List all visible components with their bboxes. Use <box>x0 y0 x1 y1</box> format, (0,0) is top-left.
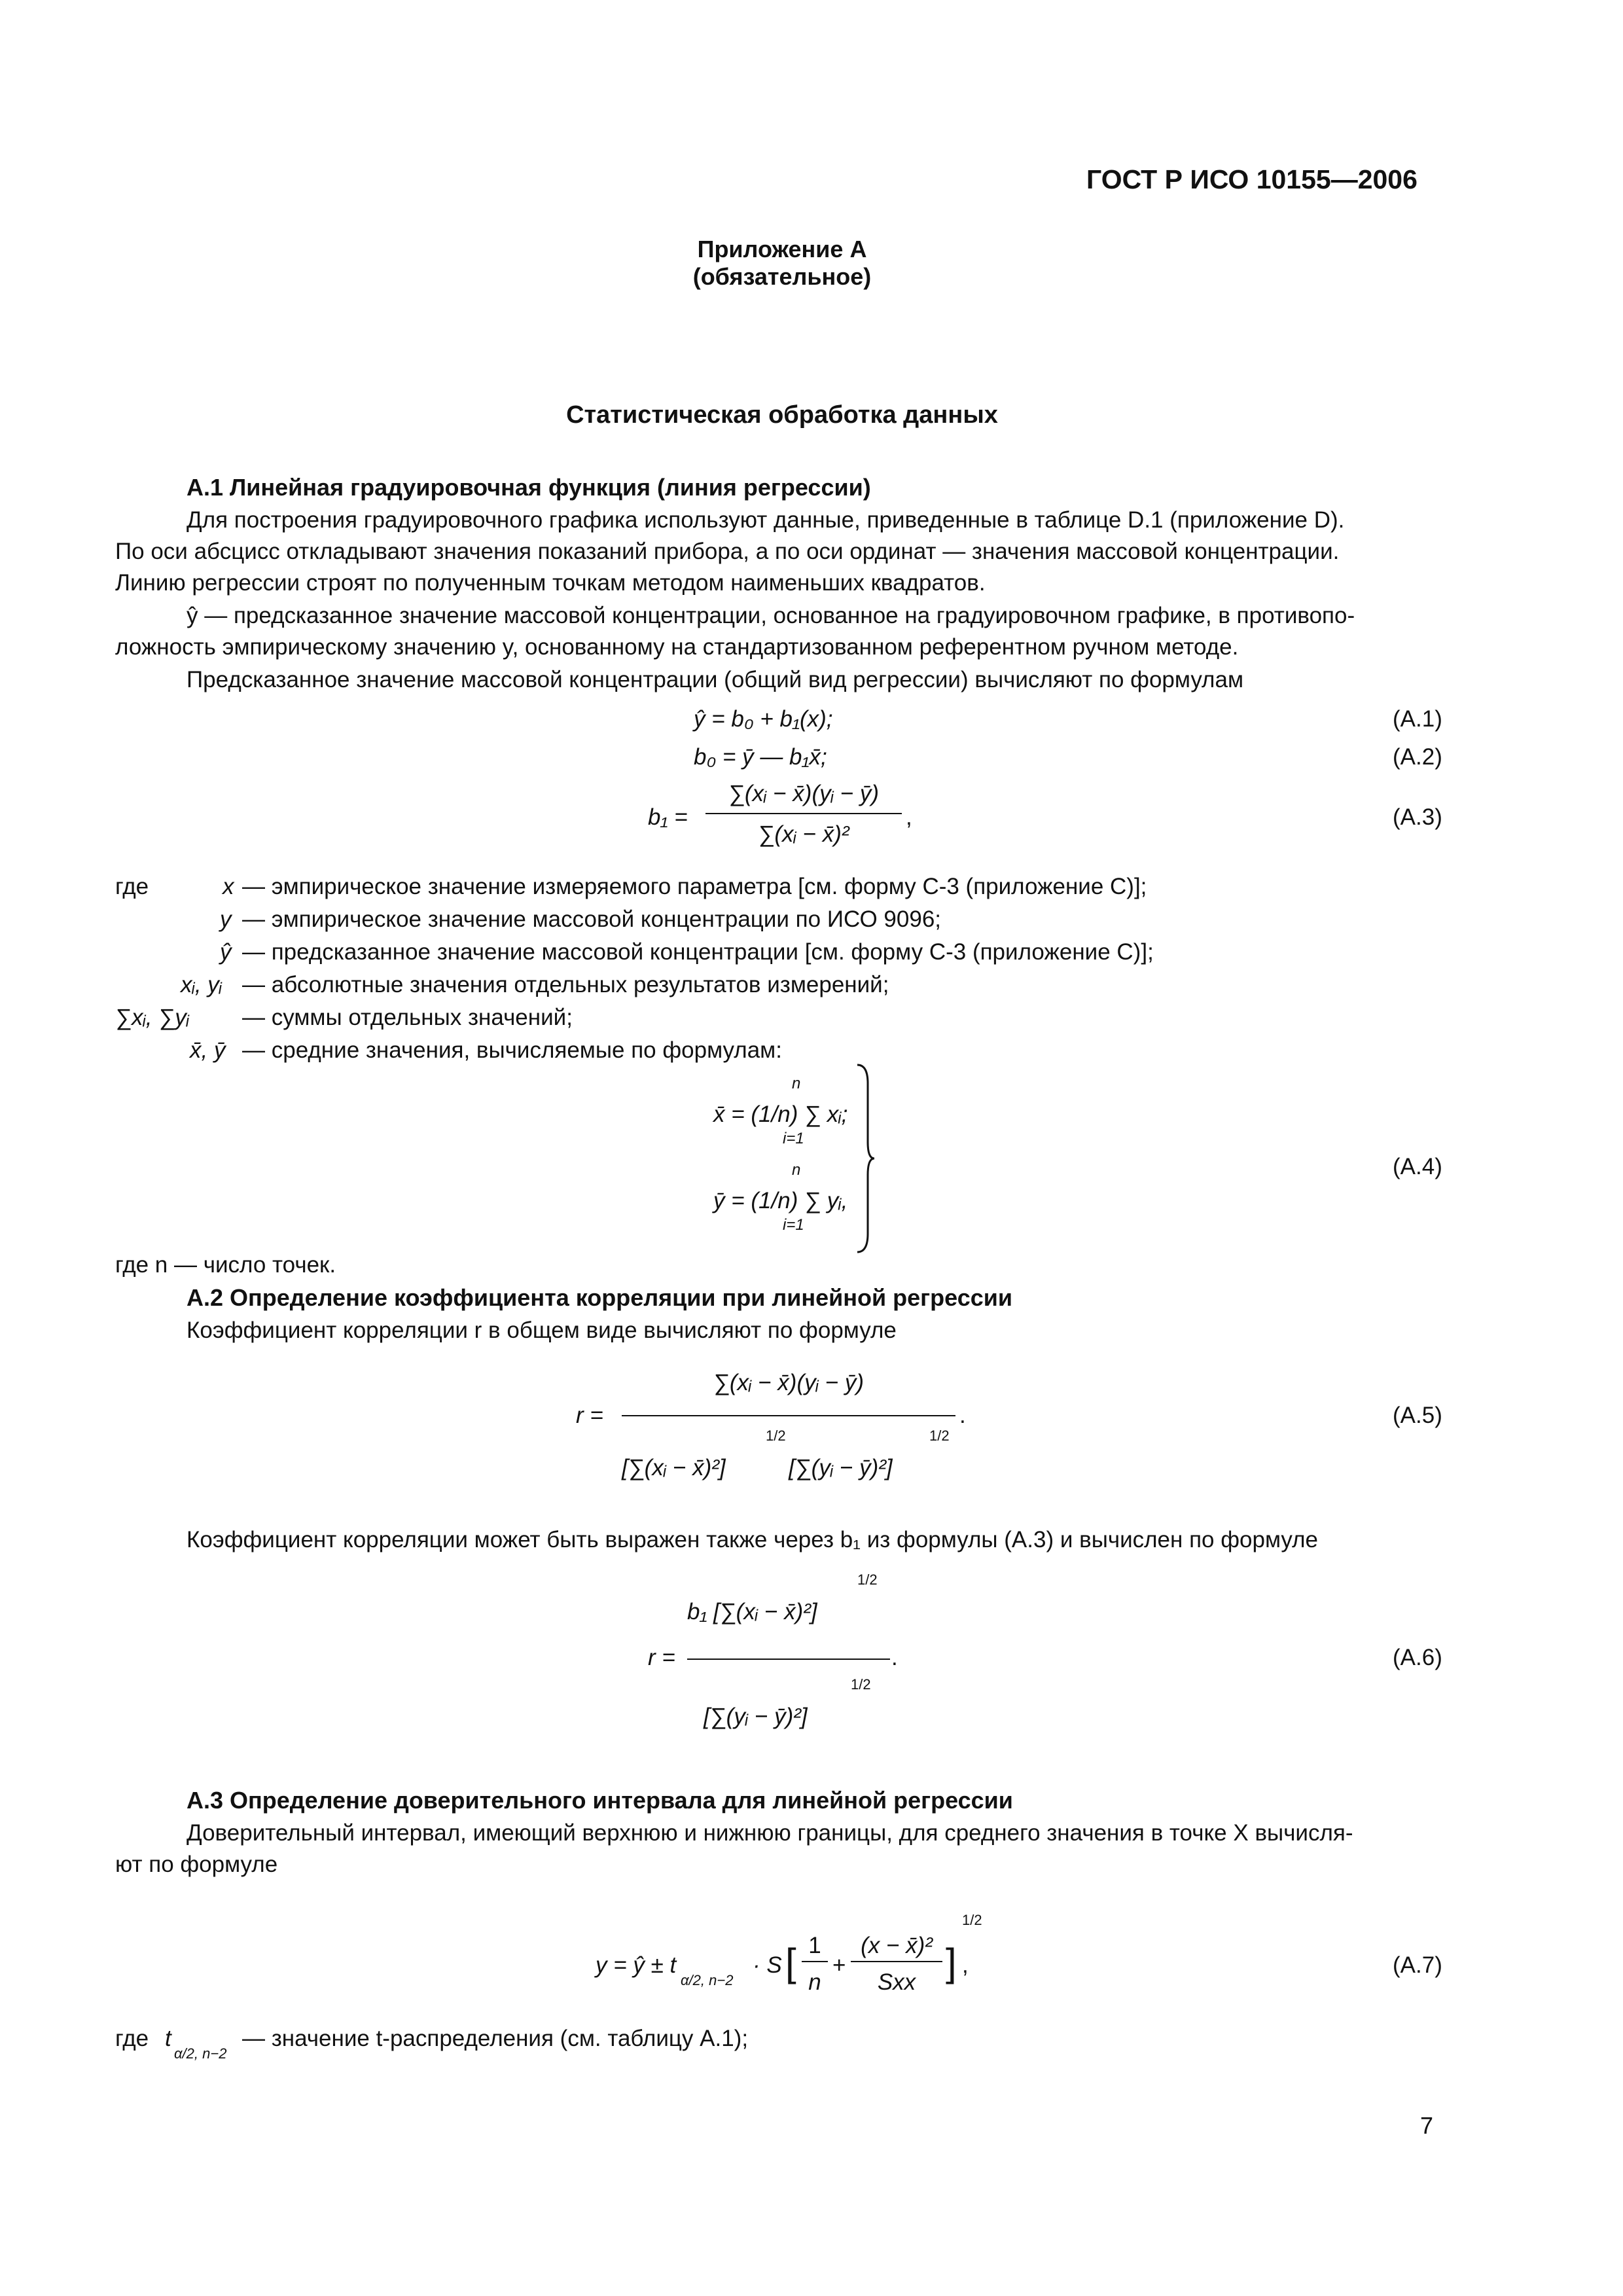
equation-a3-lhs: b₁ = <box>648 804 688 830</box>
equation-a2: b₀ = ȳ — b₁x̄; <box>694 744 827 770</box>
where-symbol-xi-yi: xᵢ, yᵢ <box>181 972 223 997</box>
equation-a6-denominator: [∑(yᵢ − ȳ)²] <box>704 1704 808 1729</box>
equation-a5-numerator: ∑(xᵢ − x̄)(yᵢ − ȳ) <box>713 1370 865 1395</box>
where-text-means: — средние значения, вычисляемые по формулам: <box>242 1037 782 1063</box>
equation-a7-frac2-num: (x − x̄)² <box>861 1933 933 1958</box>
a3-where-symbol-t: t <box>165 2026 171 2051</box>
a2-para2: Коэффициент корреляции может быть выражен также через b₁ из формулы (А.3) и вычислен по формуле <box>187 1527 1319 1552</box>
equation-a5-denominator-y: [∑(yᵢ − ȳ)²] <box>789 1455 893 1480</box>
equation-a6-den-text: ∑(yᵢ − ȳ)² <box>709 1704 801 1729</box>
equation-a7-plus: + <box>832 1952 846 1978</box>
equation-a6-num-text: ∑(xᵢ − x̄)² <box>719 1599 811 1624</box>
equation-a3-numerator: ∑(xᵢ − x̄)(yᵢ − ȳ) <box>728 781 880 806</box>
equation-a1: ŷ = b₀ + b₁(x); <box>694 706 833 732</box>
a1-para2-line1: ŷ — предсказанное значение массовой концентрации, основанное на градуировочном графике, в противопо- <box>187 603 1355 628</box>
equation-a7-right-bracket: ] <box>946 1941 957 1984</box>
equation-a7-frac1-bar <box>802 1961 828 1962</box>
equation-a6-numerator: [∑(xᵢ − x̄)²] <box>713 1599 817 1624</box>
equation-a4-y-sum-bottom: i=1 <box>783 1216 804 1234</box>
equation-a5-den-y-text: ∑(yᵢ − ȳ)² <box>794 1455 886 1480</box>
a3-para1-line2: ют по формуле <box>115 1852 278 1877</box>
where-text-x: — эмпирическое значение измеряемого параметра [см. форму С-3 (приложение С)]; <box>242 874 1147 899</box>
where-text-xi-yi: — абсолютные значения отдельных результатов измерений; <box>242 972 889 997</box>
equation-a7-number: (А.7) <box>1393 1952 1442 1978</box>
where-symbol-sums: ∑xᵢ, ∑yᵢ <box>115 1005 190 1030</box>
equation-a3-denominator: ∑(xᵢ − x̄)² <box>758 821 849 847</box>
equation-a4-y-sum-top: n <box>792 1161 801 1179</box>
equation-a7-s: · S <box>753 1952 782 1978</box>
a3-where-label: где <box>115 2026 149 2051</box>
where-text-y: — эмпирическое значение массовой концентрации по ИСО 9096; <box>242 906 942 932</box>
equation-a6-exp-den: 1/2 <box>851 1676 871 1693</box>
where-symbol-y: y <box>220 906 232 932</box>
equation-a4-number: (А.4) <box>1393 1154 1442 1179</box>
equation-a7-frac1-den: n <box>808 1969 821 1995</box>
equation-a5-exp-y: 1/2 <box>929 1427 950 1444</box>
equation-a4-brace <box>856 1064 876 1253</box>
equation-a7-subscript: α/2, n−2 <box>681 1972 734 1988</box>
a1-para3: Предсказанное значение массовой концентрации (общий вид регрессии) вычисляют по формулам <box>187 667 1244 692</box>
where-text-y-hat: — предсказанное значение массовой концентрации [см. форму С-3 (приложение С)]; <box>242 939 1154 965</box>
equation-a6-exp-num: 1/2 <box>857 1571 878 1588</box>
a3-where-symbol-t-subscript: α/2, n−2 <box>174 2045 227 2062</box>
page-number: 7 <box>1420 2112 1434 2139</box>
equation-a4-y-mean: ȳ = (1/n) ∑ yᵢ, <box>713 1188 848 1213</box>
equation-a7-lhs: y = ŷ ± t <box>596 1952 677 1978</box>
equation-a5-exp-x: 1/2 <box>766 1427 786 1444</box>
equation-a4-x-mean: x̄ = (1/n) ∑ xᵢ; <box>713 1102 848 1127</box>
appendix-status: (обязательное) <box>692 263 872 290</box>
where-text-sums: — суммы отдельных значений; <box>242 1005 573 1030</box>
equation-a3-fraction-bar <box>705 813 902 814</box>
equation-a4-x-sum-top: n <box>792 1075 801 1092</box>
equation-a6-b1: b₁ <box>687 1599 707 1624</box>
a3-heading: А.3 Определение доверительного интервала для линейной регрессии <box>187 1787 1013 1814</box>
document-code: ГОСТ Р ИСО 10155—2006 <box>1086 164 1418 194</box>
a1-para1-line2: По оси абсцисс откладывают значения показаний прибора, а по оси ординат — значения массовой концентрации. <box>115 539 1340 564</box>
equation-a3-number: (А.3) <box>1393 804 1442 830</box>
where-symbol-y-hat: ŷ <box>220 939 232 965</box>
where-symbol-means: x̄, ȳ <box>190 1037 226 1063</box>
where-n-line: где n — число точек. <box>115 1252 336 1278</box>
where-label: где <box>115 874 149 899</box>
equation-a7-tail: , <box>962 1952 969 1978</box>
equation-a6-tail: . <box>891 1645 898 1670</box>
equation-a6-fraction-bar <box>687 1659 890 1660</box>
a2-heading: А.2 Определение коэффициента корреляции при линейной регрессии <box>187 1284 1013 1311</box>
equation-a5-number: (А.5) <box>1393 1403 1442 1428</box>
equation-a7-frac2-bar <box>851 1961 942 1962</box>
equation-a4-x-sum-bottom: i=1 <box>783 1130 804 1147</box>
equation-a6-lhs: r = <box>648 1645 675 1670</box>
equation-a7-exp: 1/2 <box>962 1912 982 1928</box>
equation-a5-den-x-text: ∑(xᵢ − x̄)² <box>628 1455 719 1480</box>
equation-a6-number: (А.6) <box>1393 1645 1442 1670</box>
equation-a7-frac1-num: 1 <box>808 1933 821 1958</box>
equation-a7-frac2-den: Sxx <box>877 1969 916 1995</box>
a1-para1-line1: Для построения градуировочного графика используют данные, приведенные в таблице D.1 (приложение D). <box>187 507 1345 533</box>
a1-para2-line2: ложность эмпирическому значению y, основанному на стандартизованном референтном ручном методе. <box>115 634 1239 660</box>
section-title: Статистическая обработка данных <box>566 401 998 429</box>
a1-heading: А.1 Линейная градуировочная функция (линия регрессии) <box>187 474 871 501</box>
equation-a5-lhs: r = <box>576 1403 603 1428</box>
equation-a5-fraction-bar <box>622 1415 955 1416</box>
appendix-title: Приложение А <box>697 236 867 262</box>
equation-a5-tail: . <box>959 1403 966 1428</box>
a2-para1: Коэффициент корреляции r в общем виде вычисляют по формуле <box>187 1318 897 1343</box>
equation-a5-denominator-x: [∑(xᵢ − x̄)²] <box>622 1455 726 1480</box>
a1-para1-line3: Линию регрессии строят по полученным точкам методом наименьших квадратов. <box>115 570 986 596</box>
equation-a3-tail: , <box>906 804 912 830</box>
equation-a1-number: (А.1) <box>1393 706 1442 732</box>
a3-para1-line1: Доверительный интервал, имеющий верхнюю и нижнюю границы, для среднего значения в точке X вычисля- <box>187 1820 1353 1846</box>
equation-a2-number: (А.2) <box>1393 744 1442 770</box>
where-symbol-x: x <box>223 874 234 899</box>
equation-a7-left-bracket: [ <box>785 1941 796 1984</box>
a3-where-text-t: — значение t-распределения (см. таблицу А.1); <box>242 2026 749 2051</box>
